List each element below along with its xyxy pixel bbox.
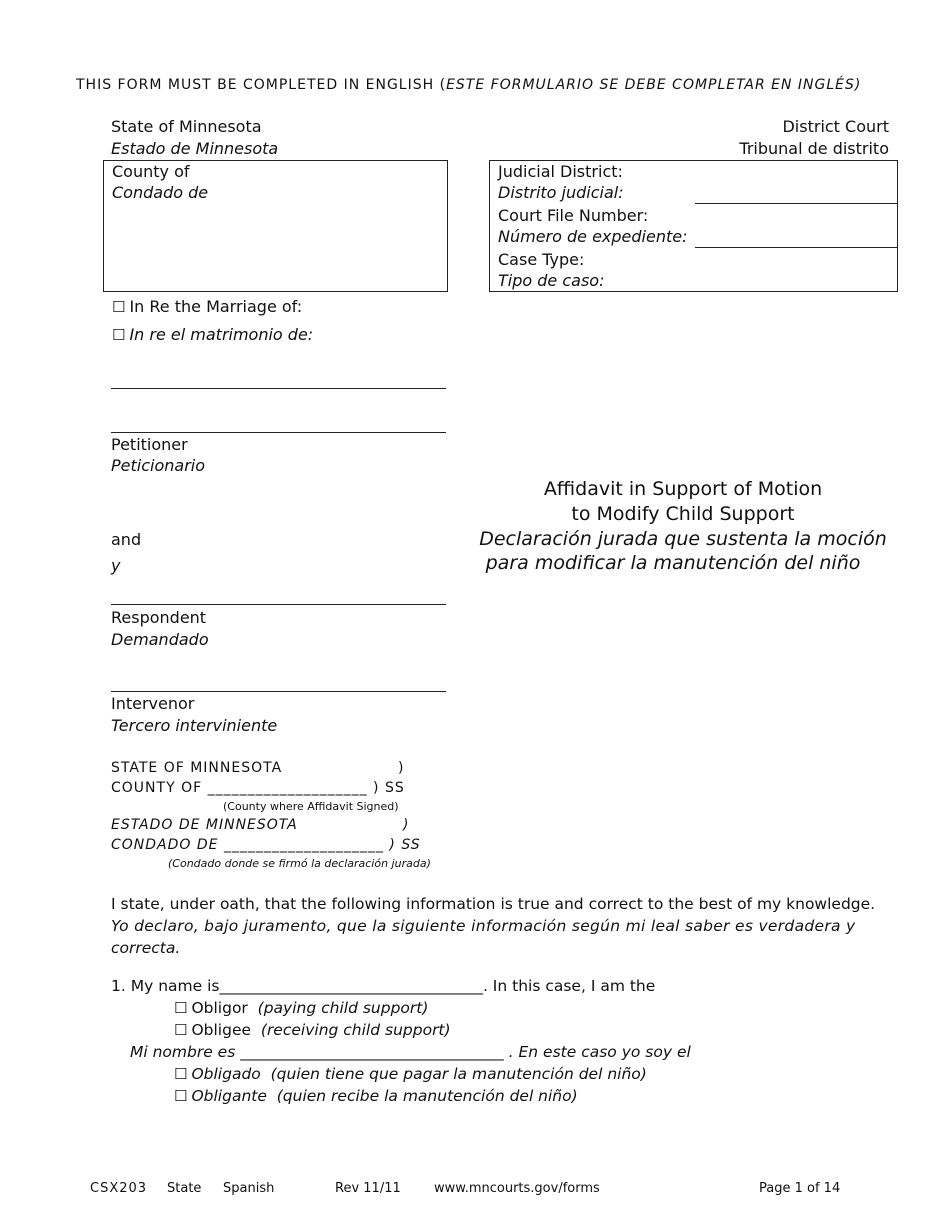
marriage-label: In Re the Marriage of: [129, 297, 303, 316]
obligor-label: Obligor [191, 999, 248, 1017]
obligee-row[interactable] [174, 1021, 451, 1039]
obligee-label: Obligee [191, 1021, 252, 1039]
footer-form-code: CSX203 [90, 1181, 148, 1196]
marriage-label-es: In re el matrimonio de: [129, 325, 314, 344]
obligor-checkbox-es[interactable]: ☐ [174, 1065, 188, 1083]
venue-county-note-es: (Condado donde se firmó la declaración jurada) [168, 857, 431, 870]
obligee-row-es[interactable] [174, 1087, 578, 1105]
petitioner-label: Petitioner [111, 435, 188, 454]
obligee-note: (receiving child support) [260, 1021, 451, 1039]
court-file-number-field[interactable] [695, 247, 897, 248]
form-language-banner [76, 77, 861, 93]
obligee-label-es: Obligante [191, 1087, 267, 1105]
obligor-note: (paying child support) [257, 999, 429, 1017]
and-label: and [111, 530, 142, 549]
respondent-name-line[interactable] [111, 604, 446, 605]
court-label-es: Tribunal de distrito [739, 139, 889, 158]
court-label: District Court [782, 117, 889, 136]
county-label-es: Condado de [112, 183, 209, 202]
footer-language: Spanish [223, 1181, 275, 1196]
intervenor-label-es: Tercero interviniente [111, 716, 278, 735]
case-info-box [489, 160, 898, 292]
obligee-checkbox[interactable]: ☐ [174, 1021, 188, 1039]
county-label: County of [112, 162, 190, 181]
respondent-label-es: Demandado [111, 630, 209, 649]
banner-spanish: ESTE FORMULARIO SE DEBE COMPLETAR EN INGLÉS) [446, 77, 862, 93]
venue-state-paren: ) [398, 760, 404, 776]
petitioner-name-line[interactable] [111, 432, 446, 433]
oath-statement-es-1: Yo declaro, bajo juramento, que la siguiente información según mi leal saber es verdadera y [111, 917, 856, 935]
party-name-line-1[interactable] [111, 388, 446, 389]
judicial-district-label-es: Distrito judicial: [498, 183, 624, 202]
document-title-line-2-es: para modificar la manutención del niño [485, 552, 861, 574]
judicial-district-label: Judicial District: [498, 162, 623, 181]
case-type-label-es: Tipo de caso: [498, 271, 605, 290]
intervenor-label: Intervenor [111, 694, 195, 713]
obligor-checkbox[interactable]: ☐ [174, 999, 188, 1017]
marriage-checkbox-es[interactable]: ☐ [112, 326, 126, 344]
venue-county-es[interactable]: CONDADO DE ____________________ ) SS [111, 837, 421, 853]
respondent-label: Respondent [111, 608, 207, 627]
footer-state: State [167, 1181, 202, 1196]
oath-statement-es-2: correcta. [111, 939, 181, 957]
intervenor-name-line[interactable] [111, 691, 446, 692]
marriage-row-es[interactable] [112, 325, 313, 344]
footer-revision: Rev 11/11 [335, 1181, 401, 1196]
item1-name-line-es[interactable]: Mi nombre es __________________________________ . En este caso yo soy el [130, 1043, 691, 1061]
venue-state-paren-es: ) [403, 817, 409, 833]
case-type-label: Case Type: [498, 250, 585, 269]
county-box[interactable] [103, 160, 448, 292]
court-file-number-label-es: Número de expediente: [498, 227, 688, 246]
footer-page-number: Page 1 of 14 [759, 1181, 841, 1196]
venue-county-note: (County where Affidavit Signed) [223, 800, 399, 813]
obligor-label-es: Obligado [191, 1065, 261, 1083]
item1-name-line[interactable]: 1. My name is__________________________________. In this case, I am the [111, 977, 656, 995]
document-title-line-2: to Modify Child Support [571, 503, 795, 525]
marriage-checkbox[interactable]: ☐ [112, 298, 126, 316]
obligee-note-es: (quien recibe la manutención del niño) [276, 1087, 578, 1105]
case-type-field[interactable] [695, 249, 897, 291]
marriage-row[interactable] [112, 297, 302, 316]
court-file-number-label: Court File Number: [498, 206, 649, 225]
venue-county[interactable]: COUNTY OF ____________________ ) SS [111, 780, 405, 796]
document-title-line-1: Affidavit in Support of Motion [543, 478, 823, 500]
obligor-note-es: (quien tiene que pagar la manutención del niño) [270, 1065, 647, 1083]
document-title-line-1-es: Declaración jurada que sustenta la moción [479, 528, 887, 550]
venue-state: STATE OF MINNESOTA [111, 760, 283, 776]
footer-url[interactable]: www.mncourts.gov/forms [434, 1181, 600, 1196]
obligee-checkbox-es[interactable]: ☐ [174, 1087, 188, 1105]
state-label: State of Minnesota [111, 117, 262, 136]
obligor-row-es[interactable] [174, 1065, 647, 1083]
obligor-row[interactable] [174, 999, 428, 1017]
petitioner-label-es: Peticionario [111, 456, 205, 475]
venue-state-es: ESTADO DE MINNESOTA [111, 817, 298, 833]
oath-statement: I state, under oath, that the following information is true and correct to the best of my knowledge. [111, 895, 876, 913]
state-label-es: Estado de Minnesota [111, 139, 279, 158]
and-label-es: y [111, 556, 121, 575]
judicial-district-field[interactable] [695, 203, 897, 204]
banner-english: THIS FORM MUST BE COMPLETED IN ENGLISH ( [76, 77, 447, 93]
